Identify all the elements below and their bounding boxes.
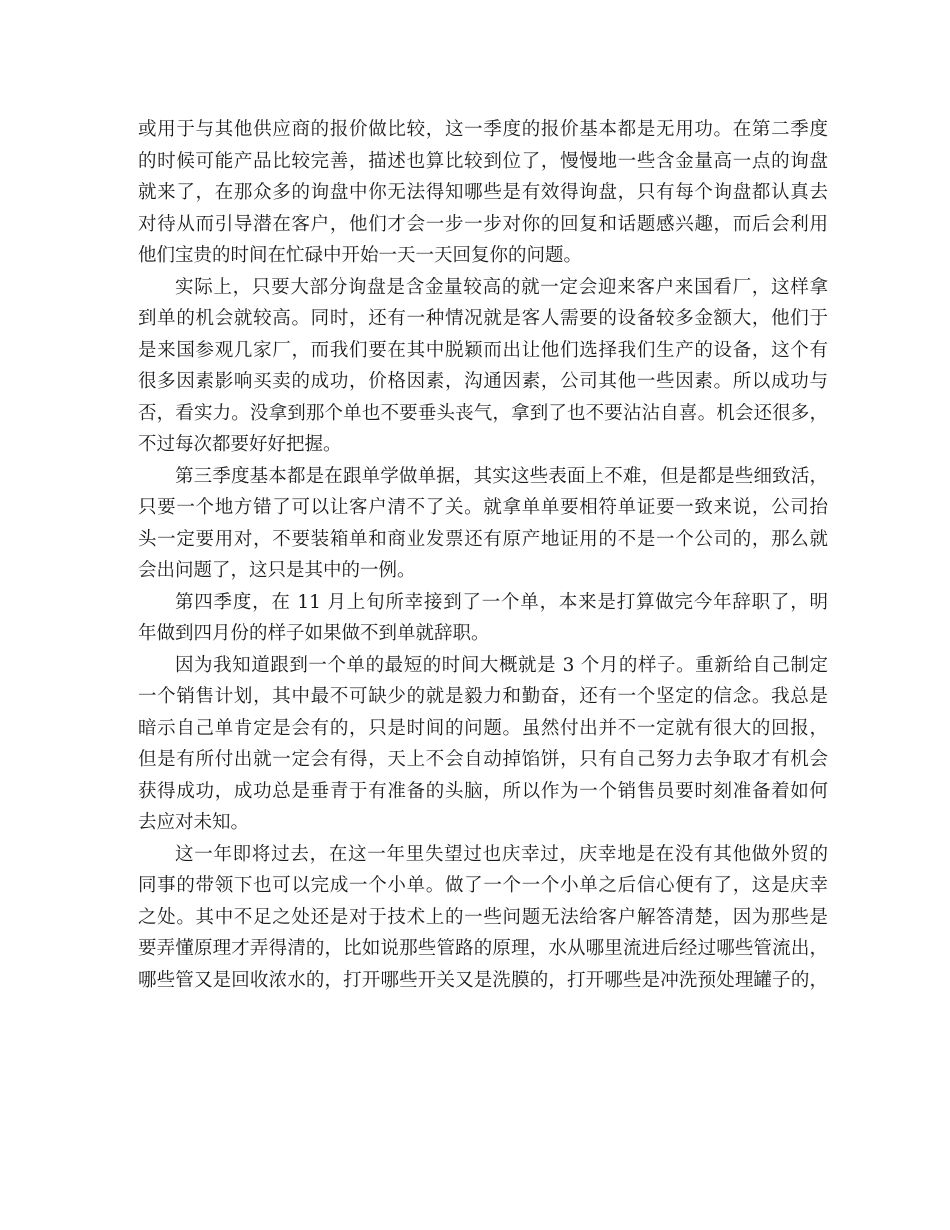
text-line: 哪些管又是回收浓水的，打开哪些开关又是洗膜的，打开哪些是冲洗预处理罐子的， xyxy=(138,969,828,991)
text-line: 的时候可能产品比较完善，描述也算比较到位了，慢慢地一些含金量高一点的询盘 xyxy=(138,150,828,172)
text-line: 否，看实力。没拿到那个单也不要垂头丧气，拿到了也不要沾沾自喜。机会还很多， xyxy=(138,402,828,424)
text-line: 很多因素影响买卖的成功，价格因素，沟通因素，公司其他一些因素。所以成功与 xyxy=(138,371,828,392)
document-body xyxy=(138,114,828,996)
text-line: 是来国参观几家厂，而我们要在其中脱颖而出让他们选择我们生产的设备，这个有 xyxy=(138,339,828,361)
paragraph-5 xyxy=(138,650,828,839)
paragraph-3 xyxy=(138,461,828,587)
text-line: 实际上，只要大部分询盘是含金量较高的就一定会迎来客户来国看厂，这样拿 xyxy=(175,276,828,298)
text-line: 去应对未知。 xyxy=(138,812,250,833)
text-line: 因为我知道跟到一个单的最短的时间大概就是 3 个月的样子。重新给自己制定 xyxy=(175,654,828,676)
text-line: 这一年即将过去，在这一年里失望过也庆幸过，庆幸地是在没有其他做外贸的 xyxy=(175,843,828,865)
text-line: 或用于与其他供应商的报价做比较，这一季度的报价基本都是无用功。在第二季度 xyxy=(138,119,828,140)
paragraph-1 xyxy=(138,114,828,272)
text-line: 会出问题了，这只是其中的一例。 xyxy=(138,560,416,581)
text-line: 只要一个地方错了可以让客户清不了关。就拿单单要相符单证要一致来说，公司抬 xyxy=(138,497,828,518)
text-line: 之处。其中不足之处还是对于技术上的一些问题无法给客户解答清楚，因为那些是 xyxy=(138,906,828,928)
text-line: 第三季度基本都是在跟单学做单据，其实这些表面上不难，但是都是些细致活， xyxy=(175,465,828,487)
paragraph-6 xyxy=(138,839,828,997)
text-line: 要弄懂原理才弄得清的，比如说那些管路的原理，水从哪里流进后经过哪些管流出， xyxy=(138,938,828,959)
text-line: 就来了，在那众多的询盘中你无法得知哪些是有效得询盘，只有每个询盘都认真去 xyxy=(138,182,828,203)
text-line: 暗示自己单肯定是会有的，只是时间的问题。虽然付出并不一定就有很大的回报， xyxy=(138,717,828,739)
text-line: 他们宝贵的时间在忙碌中开始一天一天回复你的问题。 xyxy=(138,245,583,266)
paragraph-4 xyxy=(138,587,828,650)
text-line: 获得成功，成功总是垂青于有准备的头脑，所以作为一个销售员要时刻准备着如何 xyxy=(138,780,828,802)
text-line: 一个销售计划，其中最不可缺少的就是毅力和勤奋，还有一个坚定的信念。我总是 xyxy=(138,686,828,707)
text-line: 不过每次都要好好把握。 xyxy=(138,434,342,455)
text-line: 到单的机会就较高。同时，还有一种情况就是客人需要的设备较多金额大，他们于 xyxy=(138,308,828,329)
text-line: 年做到四月份的样子如果做不到单就辞职。 xyxy=(138,623,490,644)
text-line: 头一定要用对，不要装箱单和商业发票还有原产地证用的不是一个公司的，那么就 xyxy=(138,528,828,550)
text-line: 但是有所付出就一定会有得，天上不会自动掉馅饼，只有自己努力去争取才有机会 xyxy=(138,749,828,770)
text-line: 对待从而引导潜在客户，他们才会一步一步对你的回复和话题感兴趣，而后会利用 xyxy=(138,213,828,235)
paragraph-2 xyxy=(138,272,828,461)
text-line: 同事的带领下也可以完成一个小单。做了一个一个小单之后信心便有了，这是庆幸 xyxy=(138,875,828,896)
text-line: 第四季度，在 11 月上旬所幸接到了一个单，本来是打算做完今年辞职了，明 xyxy=(175,591,828,613)
